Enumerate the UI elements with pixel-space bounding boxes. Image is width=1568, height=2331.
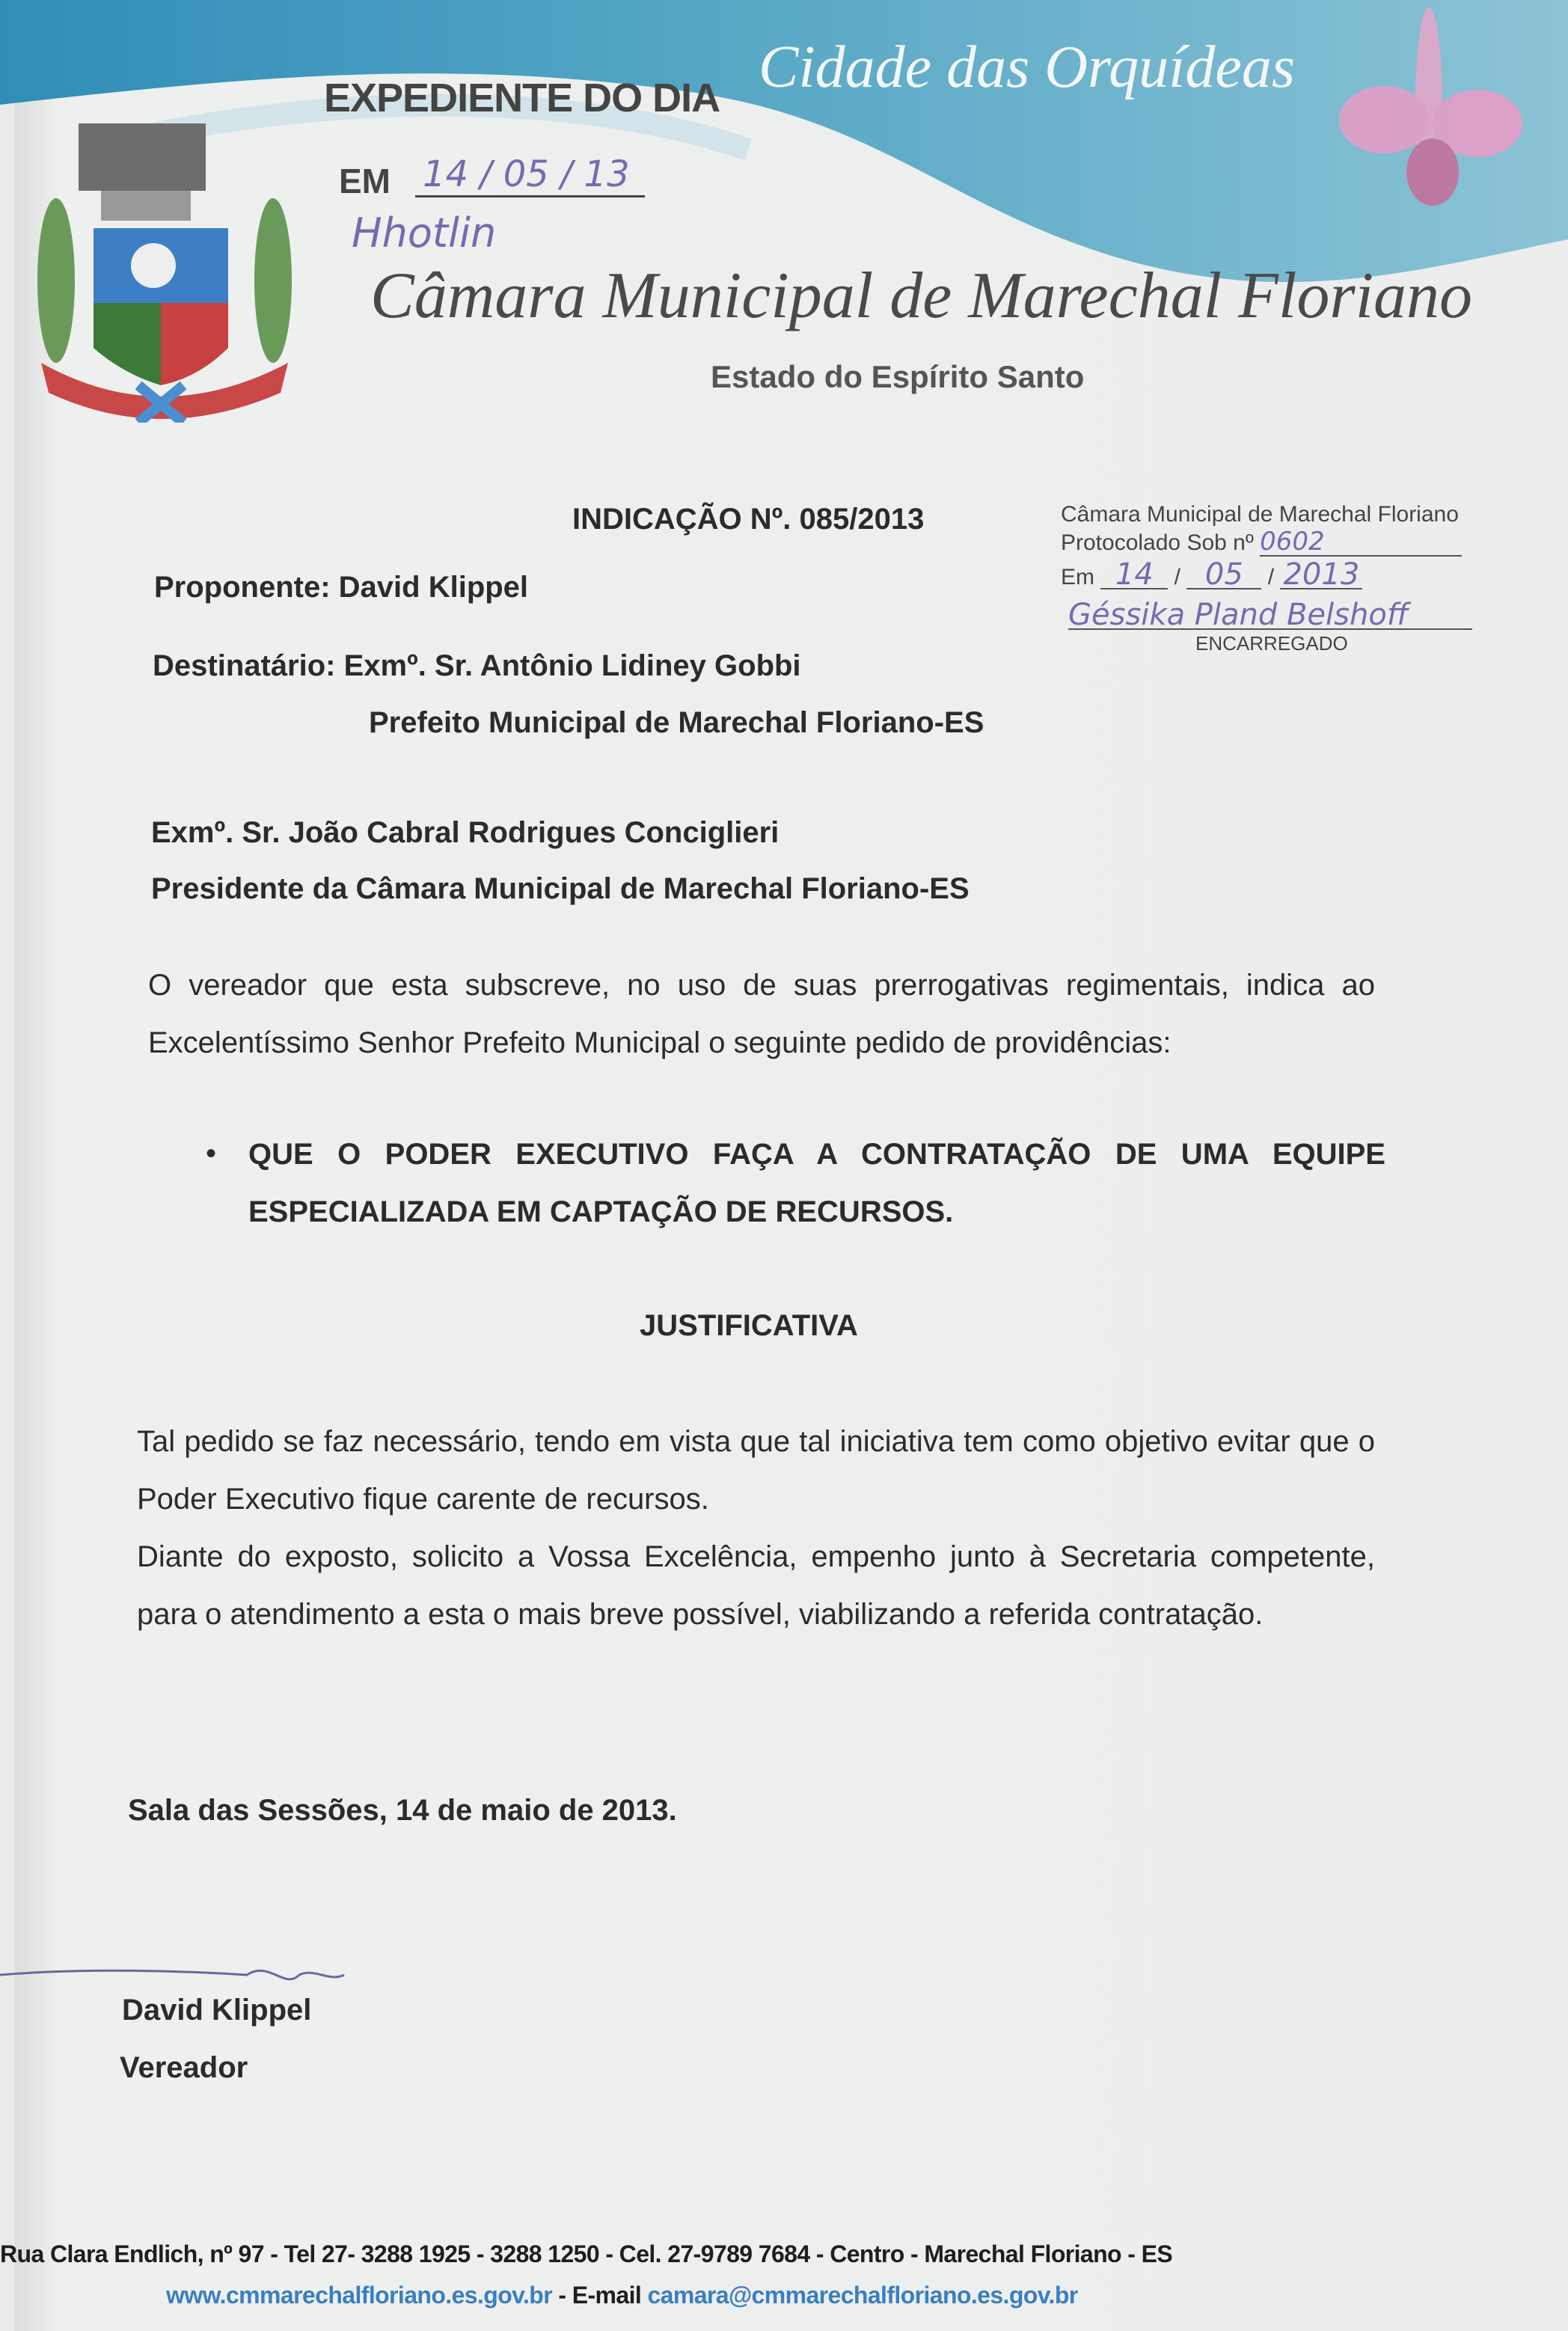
document-title: INDICAÇÃO Nº. 085/2013 — [572, 503, 925, 536]
protocol-number: 0602 — [1260, 528, 1462, 557]
bullet-icon: • — [206, 1137, 217, 1170]
footer-contact — [166, 2282, 1078, 2309]
stamp-day: 14 — [1100, 561, 1168, 589]
justification-heading: JUSTIFICATIVA — [640, 1309, 858, 1342]
stamp-em-label: Em — [1061, 565, 1094, 589]
em-label: EM — [339, 162, 391, 200]
place-date: Sala das Sessões, 14 de maio de 2013. — [128, 1794, 677, 1827]
state-name: Estado do Espírito Santo — [711, 359, 1085, 394]
stamp-month: 05 — [1186, 561, 1261, 589]
stamp-institution: Câmara Municipal de Marechal Floriano — [1061, 502, 1459, 527]
expediente-label: EXPEDIENTE DO DIA — [324, 76, 720, 120]
signer-role: Vereador — [120, 2051, 248, 2084]
protocol-stamp — [1061, 501, 1472, 657]
president-line2: Presidente da Câmara Municipal de Marechal Floriano-ES — [151, 872, 970, 905]
email-link[interactable]: camara@cmmarechalfloriano.es.gov.br — [647, 2282, 1078, 2309]
justification-paragraph-1: Tal pedido se faz necessário, tendo em vista que tal iniciativa tem como objetivo evitar que o Poder Executivo fique carente de recursos. — [137, 1425, 1375, 1516]
stamp-year: 2013 — [1280, 561, 1362, 589]
institution-name: Câmara Municipal de Marechal Floriano — [370, 260, 1473, 332]
email-label: - E-mail — [552, 2282, 648, 2309]
stamp-signature: Géssika Pland Belshoff — [1068, 601, 1472, 630]
recipient-line1: Destinatário: Exmº. Sr. Antônio Lidiney Gobbi — [153, 649, 801, 682]
president-line1: Exmº. Sr. João Cabral Rodrigues Conciglieri — [151, 816, 780, 849]
initials-signature: ᕼhotlin — [352, 209, 497, 257]
footer-address: Rua Clara Endlich, nº 97 - Tel 27- 3288 1925 - 3288 1250 - Cel. 27-9789 7684 - Centro - Marechal Floriano - ES — [0, 2240, 1173, 2267]
justification-paragraph-2: Diante do exposto, solicito a Vossa Excelência, empenho junto à Secretaria competente, para o atendimento a esta o mais breve possível, viabilizando a referida contratação. — [137, 1540, 1375, 1631]
stamp-protocol-row — [1061, 528, 1472, 557]
proponent: Proponente: David Klippel — [154, 571, 529, 604]
stamp-date-row: Em 14 / 05 / 2013 — [1061, 561, 1472, 591]
slogan: Cidade das Orquídeas — [759, 34, 1296, 100]
expediente-date: 14 / 05 / 13 — [415, 153, 645, 197]
recipient-line2: Prefeito Municipal de Marechal Floriano-ES — [369, 706, 984, 739]
municipal-crest-logo — [26, 116, 303, 423]
protocol-label: Protocolado Sob nº — [1061, 530, 1254, 555]
signer-name: David Klippel — [122, 1994, 312, 2027]
request-item: QUE O PODER EXECUTIVO FAÇA A CONTRATAÇÃO DE UMA EQUIPE ESPECIALIZADA EM CAPTAÇÃO DE RECURSOS. — [248, 1138, 1385, 1228]
intro-paragraph: O vereador que esta subscreve, no uso de suas prerrogativas regimentais, indica ao Excelentíssimo Senhor Prefeito Municipal o seguinte pedido de providências: — [148, 969, 1375, 1059]
website-link[interactable]: www.cmmarechalfloriano.es.gov.br — [166, 2282, 553, 2309]
stamp-role: ENCARREGADO — [1195, 632, 1348, 655]
